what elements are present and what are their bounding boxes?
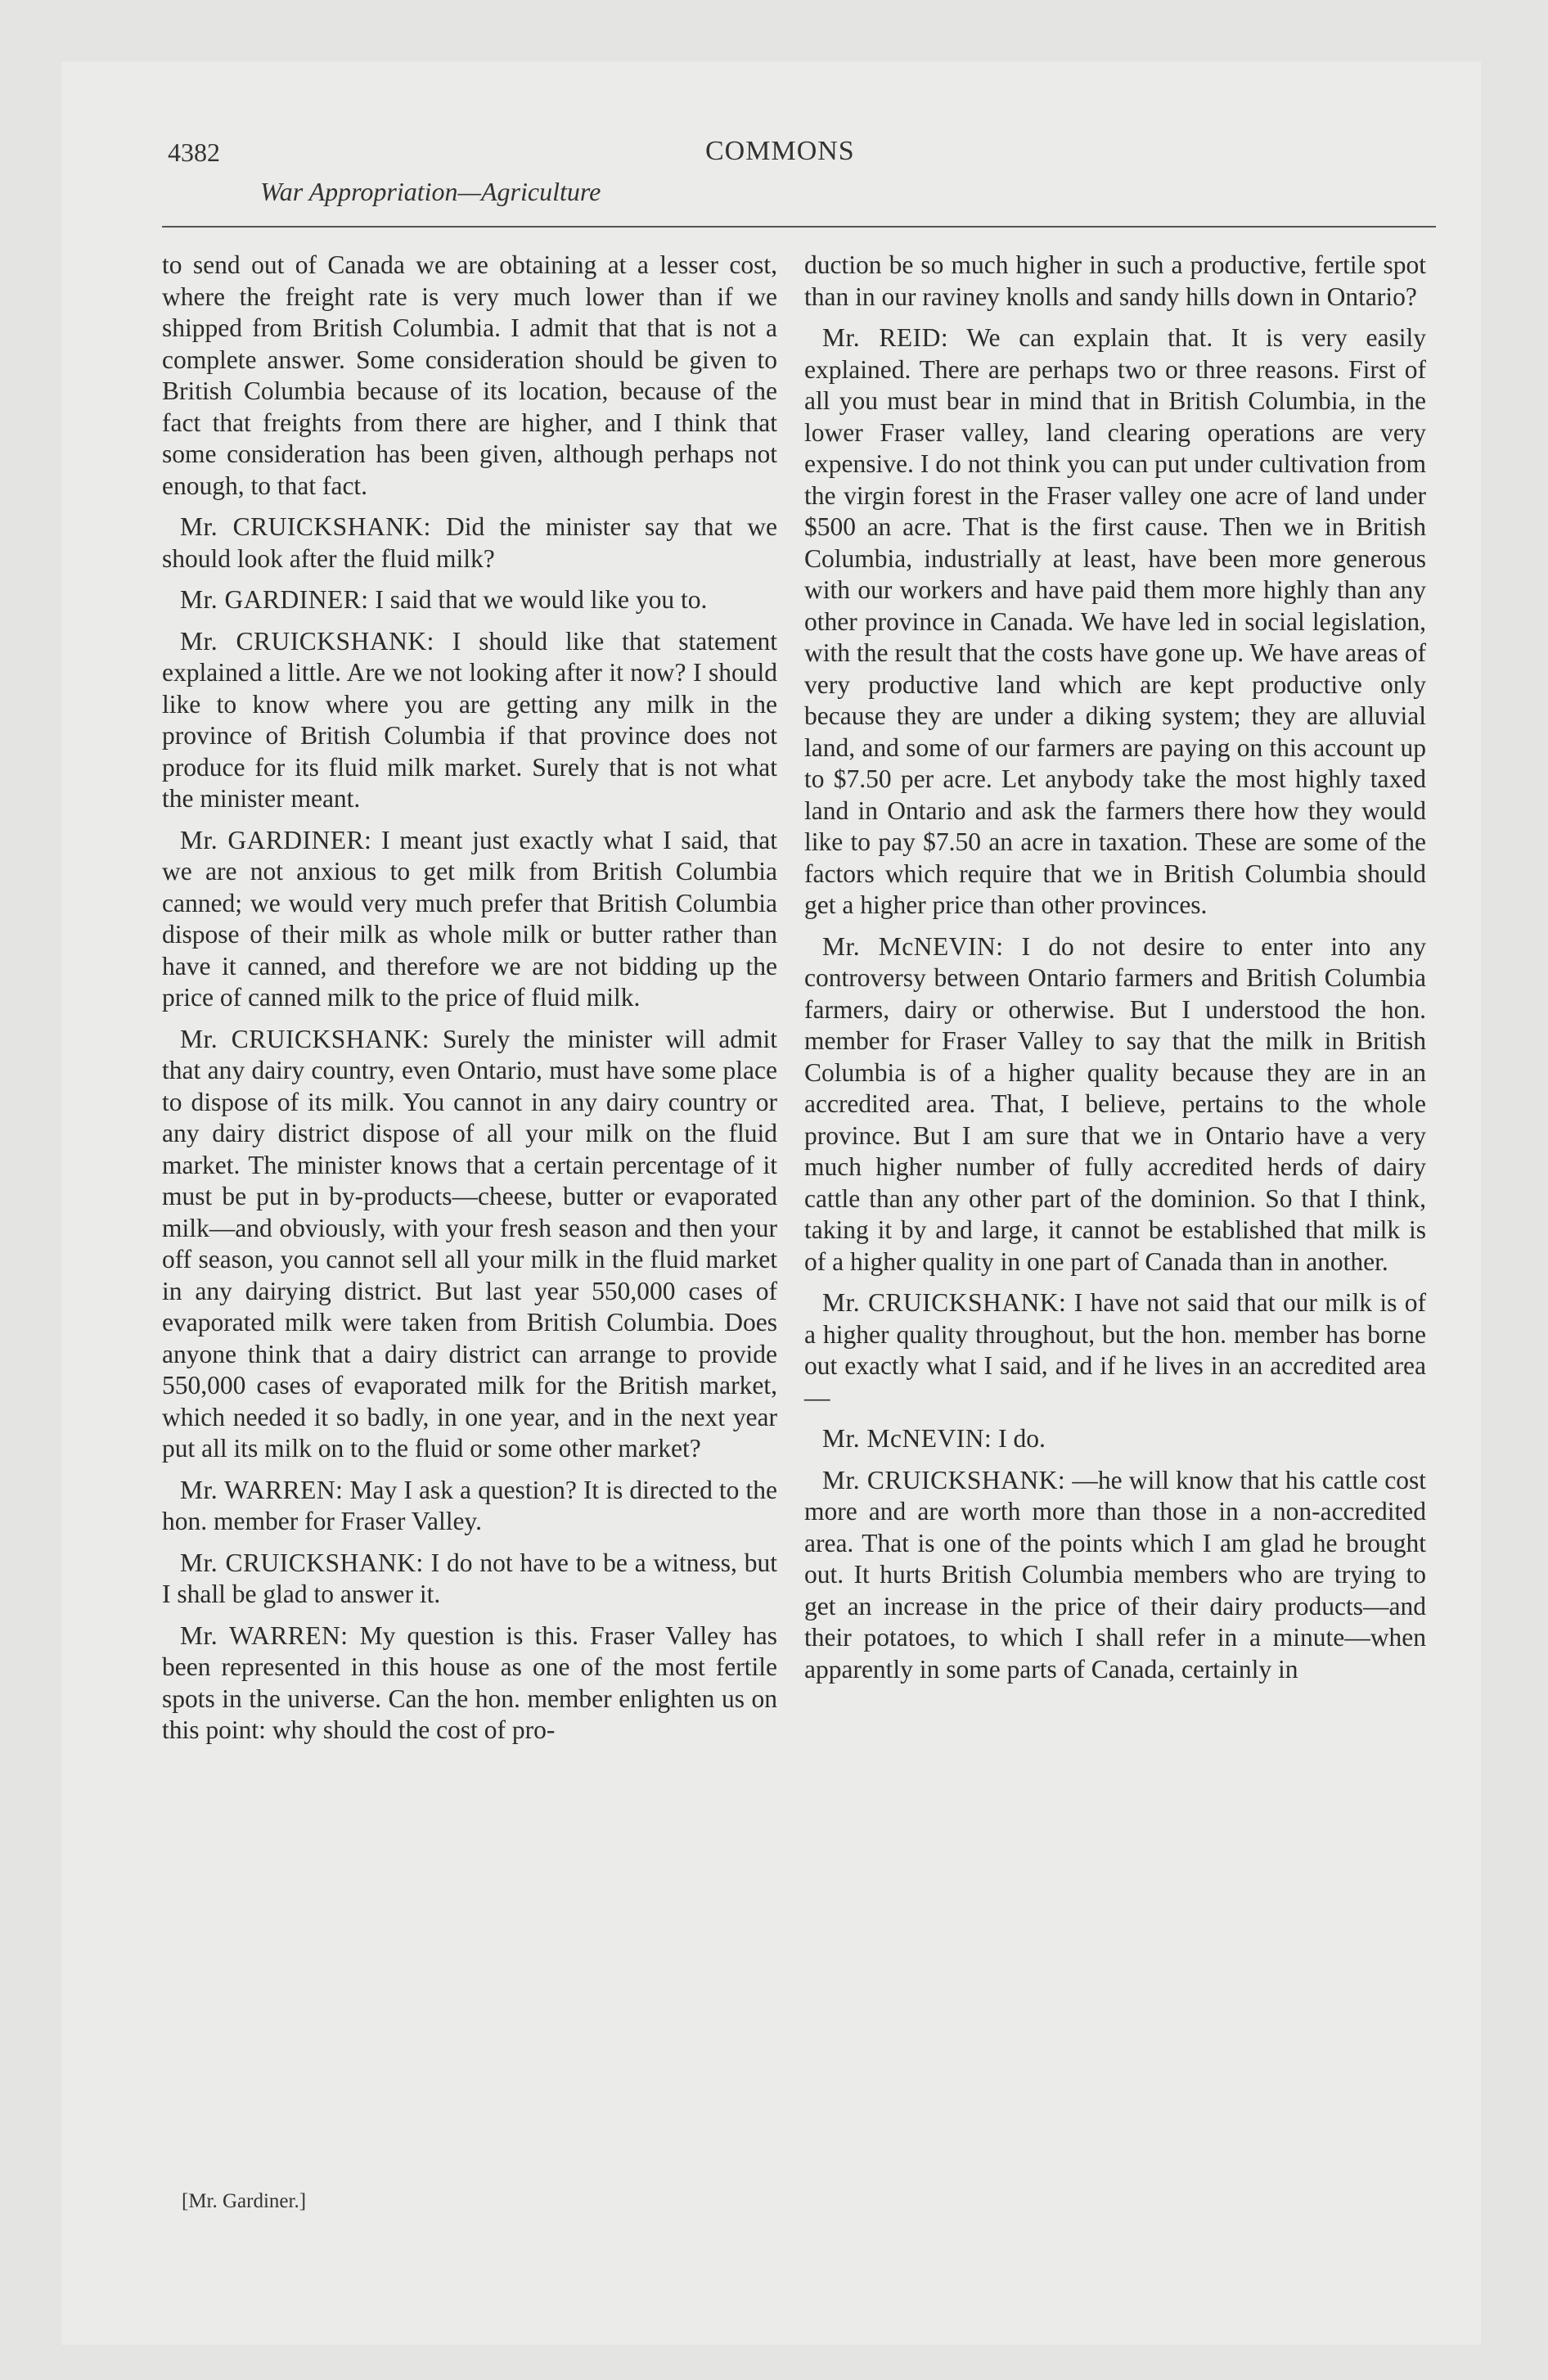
paragraph-text: I have not said that our milk is of a higher quality throughout, but the hon. member has borne out exactly what I said, and if he lives in an accredited area— — [804, 1288, 1426, 1412]
paragraph-text: Surely the minister will admit that any dairy country, even Ontario, must have some place to dispose of its milk. You cannot in any dairy country or any dairy district dispose of all your milk on the fluid market. The minister knows that a certain percentage of it must be put in by-products—cheese, butter or evaporated milk—and obviously, with your fresh season and then your off season, you cannot sell all your milk in the fluid market in any dairying district. But last year 550,000 cases of evaporated milk were taken from British Columbia. Does anyone think that a dairy district can arrange to provide 550,000 cases of evaporated milk for the British market, which needed it so badly, in one year, and in the next year put all its milk on to the fluid or some other market? — [162, 1024, 777, 1463]
speaker-name: Mr. WARREN: — [180, 1620, 349, 1650]
paragraph — [162, 512, 777, 575]
paragraph-text: I meant just exactly what I said, that we are not anxious to get milk from British Columbia canned; we would very much prefer that British Columbia dispose of their milk as whole milk or butter rather than have it canned, and therefore we are not bidding up the price of canned milk to the price of fluid milk. — [162, 825, 777, 1012]
paragraph-text: I do. — [998, 1424, 1046, 1453]
speaker-name: Mr. WARREN: — [180, 1475, 344, 1504]
paragraph-text: I said that we would like you to. — [375, 585, 708, 614]
paragraph-text: My question is this. Fraser Valley has been represented in this house as one of the most fertile spots in the universe. Can the hon. member enlighten us on this point: why should the cost of pro- — [162, 1620, 778, 1744]
paragraph — [162, 1620, 777, 1747]
speaker-name: Mr. McNEVIN: — [822, 1424, 992, 1453]
speaker-name: Mr. CRUICKSHANK: — [180, 626, 434, 656]
speaker-name: Mr. REID: — [822, 323, 949, 352]
paragraph — [162, 1548, 777, 1611]
paragraph-text: I do not desire to enter into any controversy between Ontario farmers and British Columbia farmers, dairy or otherwise. But I understood the hon. member for Fraser Valley to say that the milk in British Columbia is of a higher quality because they are in an accredited area. That, I believe, pertains to the whole province. But I am sure that we in Ontario have a very much higher number of fully accredited herds of dairy cattle than any other part of the dominion. So that I think, taking it by and large, it cannot be established that milk is of a higher quality in one part of Canada than in another. — [804, 931, 1426, 1276]
paragraph-text: —he will know that his cattle cost more and are worth more than those in a non-accredited area. That is one of the points which I am glad he brought out. It hurts British Columbia members who are trying to get an increase in the price of their dairy products—and their potatoes, to which I shall refer in a minute—when apparently in some parts of Canada, certainly in — [804, 1465, 1427, 1684]
paragraph — [162, 250, 777, 502]
paragraph-text: May I ask a question? It is directed to the hon. member for Fraser Valley. — [162, 1475, 777, 1535]
paragraph — [804, 322, 1426, 922]
paragraph — [804, 931, 1426, 1278]
header-rule — [162, 226, 1436, 228]
page-header-title: COMMONS — [705, 136, 855, 166]
paragraph-text: duction be so much higher in such a productive, fertile spot than in our raviney knolls and sandy hills down in Ontario? — [804, 250, 1426, 311]
paragraph — [804, 1423, 1426, 1455]
speaker-name: Mr. CRUICKSHANK: — [822, 1465, 1066, 1494]
paragraph — [162, 626, 777, 815]
paragraph-text: Did the minister say that we should look after the fluid milk? — [162, 512, 777, 573]
speaker-name: Mr. GARDINER: — [180, 825, 372, 854]
paragraph-text: to send out of Canada we are obtaining at a lesser cost, where the freight rate is very much lower than if we shipped from British Columbia. I admit that that is not a complete answer. Some consideration should be given to British Columbia because of its location, because of the fact that freights from there are higher, and I think that some consideration has been given, although perhaps not enough, to that fact. — [162, 250, 777, 500]
page-number: 4382 — [168, 137, 220, 167]
paragraph — [804, 1465, 1426, 1686]
paragraph — [162, 1024, 777, 1465]
speaker-name: Mr. CRUICKSHANK: — [180, 1024, 430, 1053]
paragraph-text: I do not have to be a witness, but I shall be glad to answer it. — [162, 1548, 778, 1608]
paragraph-text: We can explain that. It is very easily explained. There are perhaps two or three reasons. First of all you must bear in mind that in British Columbia, in the lower Fraser valley, land clearing operations are very expensive. I do not think you can put under cultivation from the virgin forest in the Fraser valley one acre of land under $500 an acre. That is the first cause. Then we in British Columbia, industrially at least, have been more generous with our workers and have paid them more highly than any other province in Canada. We have led in social legislation, with the result that the costs have gone up. We have areas of very productive land which are kept productive only because they are under a diking system; they are alluvial land, and some of our farmers are paying on this account up to $7.50 per acre. Let anybody take the most highly taxed land in Ontario and ask the farmers there how they would like to pay $7.50 an acre in taxation. These are some of the factors which require that we in British Columbia should get a higher price than other provinces. — [804, 323, 1426, 919]
right-column — [804, 250, 1426, 1695]
paragraph — [162, 1475, 777, 1538]
paragraph — [804, 250, 1426, 313]
page-header-subtitle: War Appropriation—Agriculture — [260, 177, 601, 206]
speaker-name: Mr. CRUICKSHANK: — [822, 1288, 1067, 1317]
paragraph-text: I should like that statement explained a little. Are we not looking after it now? I should like to know where you are getting any milk in the province of British Columbia if that province does not produce for its fluid milk market. Surely that is not what the minister meant. — [162, 626, 778, 813]
speaker-name: Mr. GARDINER: — [180, 585, 369, 614]
paragraph — [804, 1287, 1426, 1413]
paragraph — [162, 825, 777, 1014]
speaker-name: Mr. CRUICKSHANK: — [180, 1548, 424, 1577]
paragraph — [162, 584, 777, 616]
page-footer: [Mr. Gardiner.] — [182, 2190, 307, 2212]
left-column — [162, 250, 777, 1756]
speaker-name: Mr. McNEVIN: — [822, 931, 1004, 961]
speaker-name: Mr. CRUICKSHANK: — [180, 512, 431, 541]
